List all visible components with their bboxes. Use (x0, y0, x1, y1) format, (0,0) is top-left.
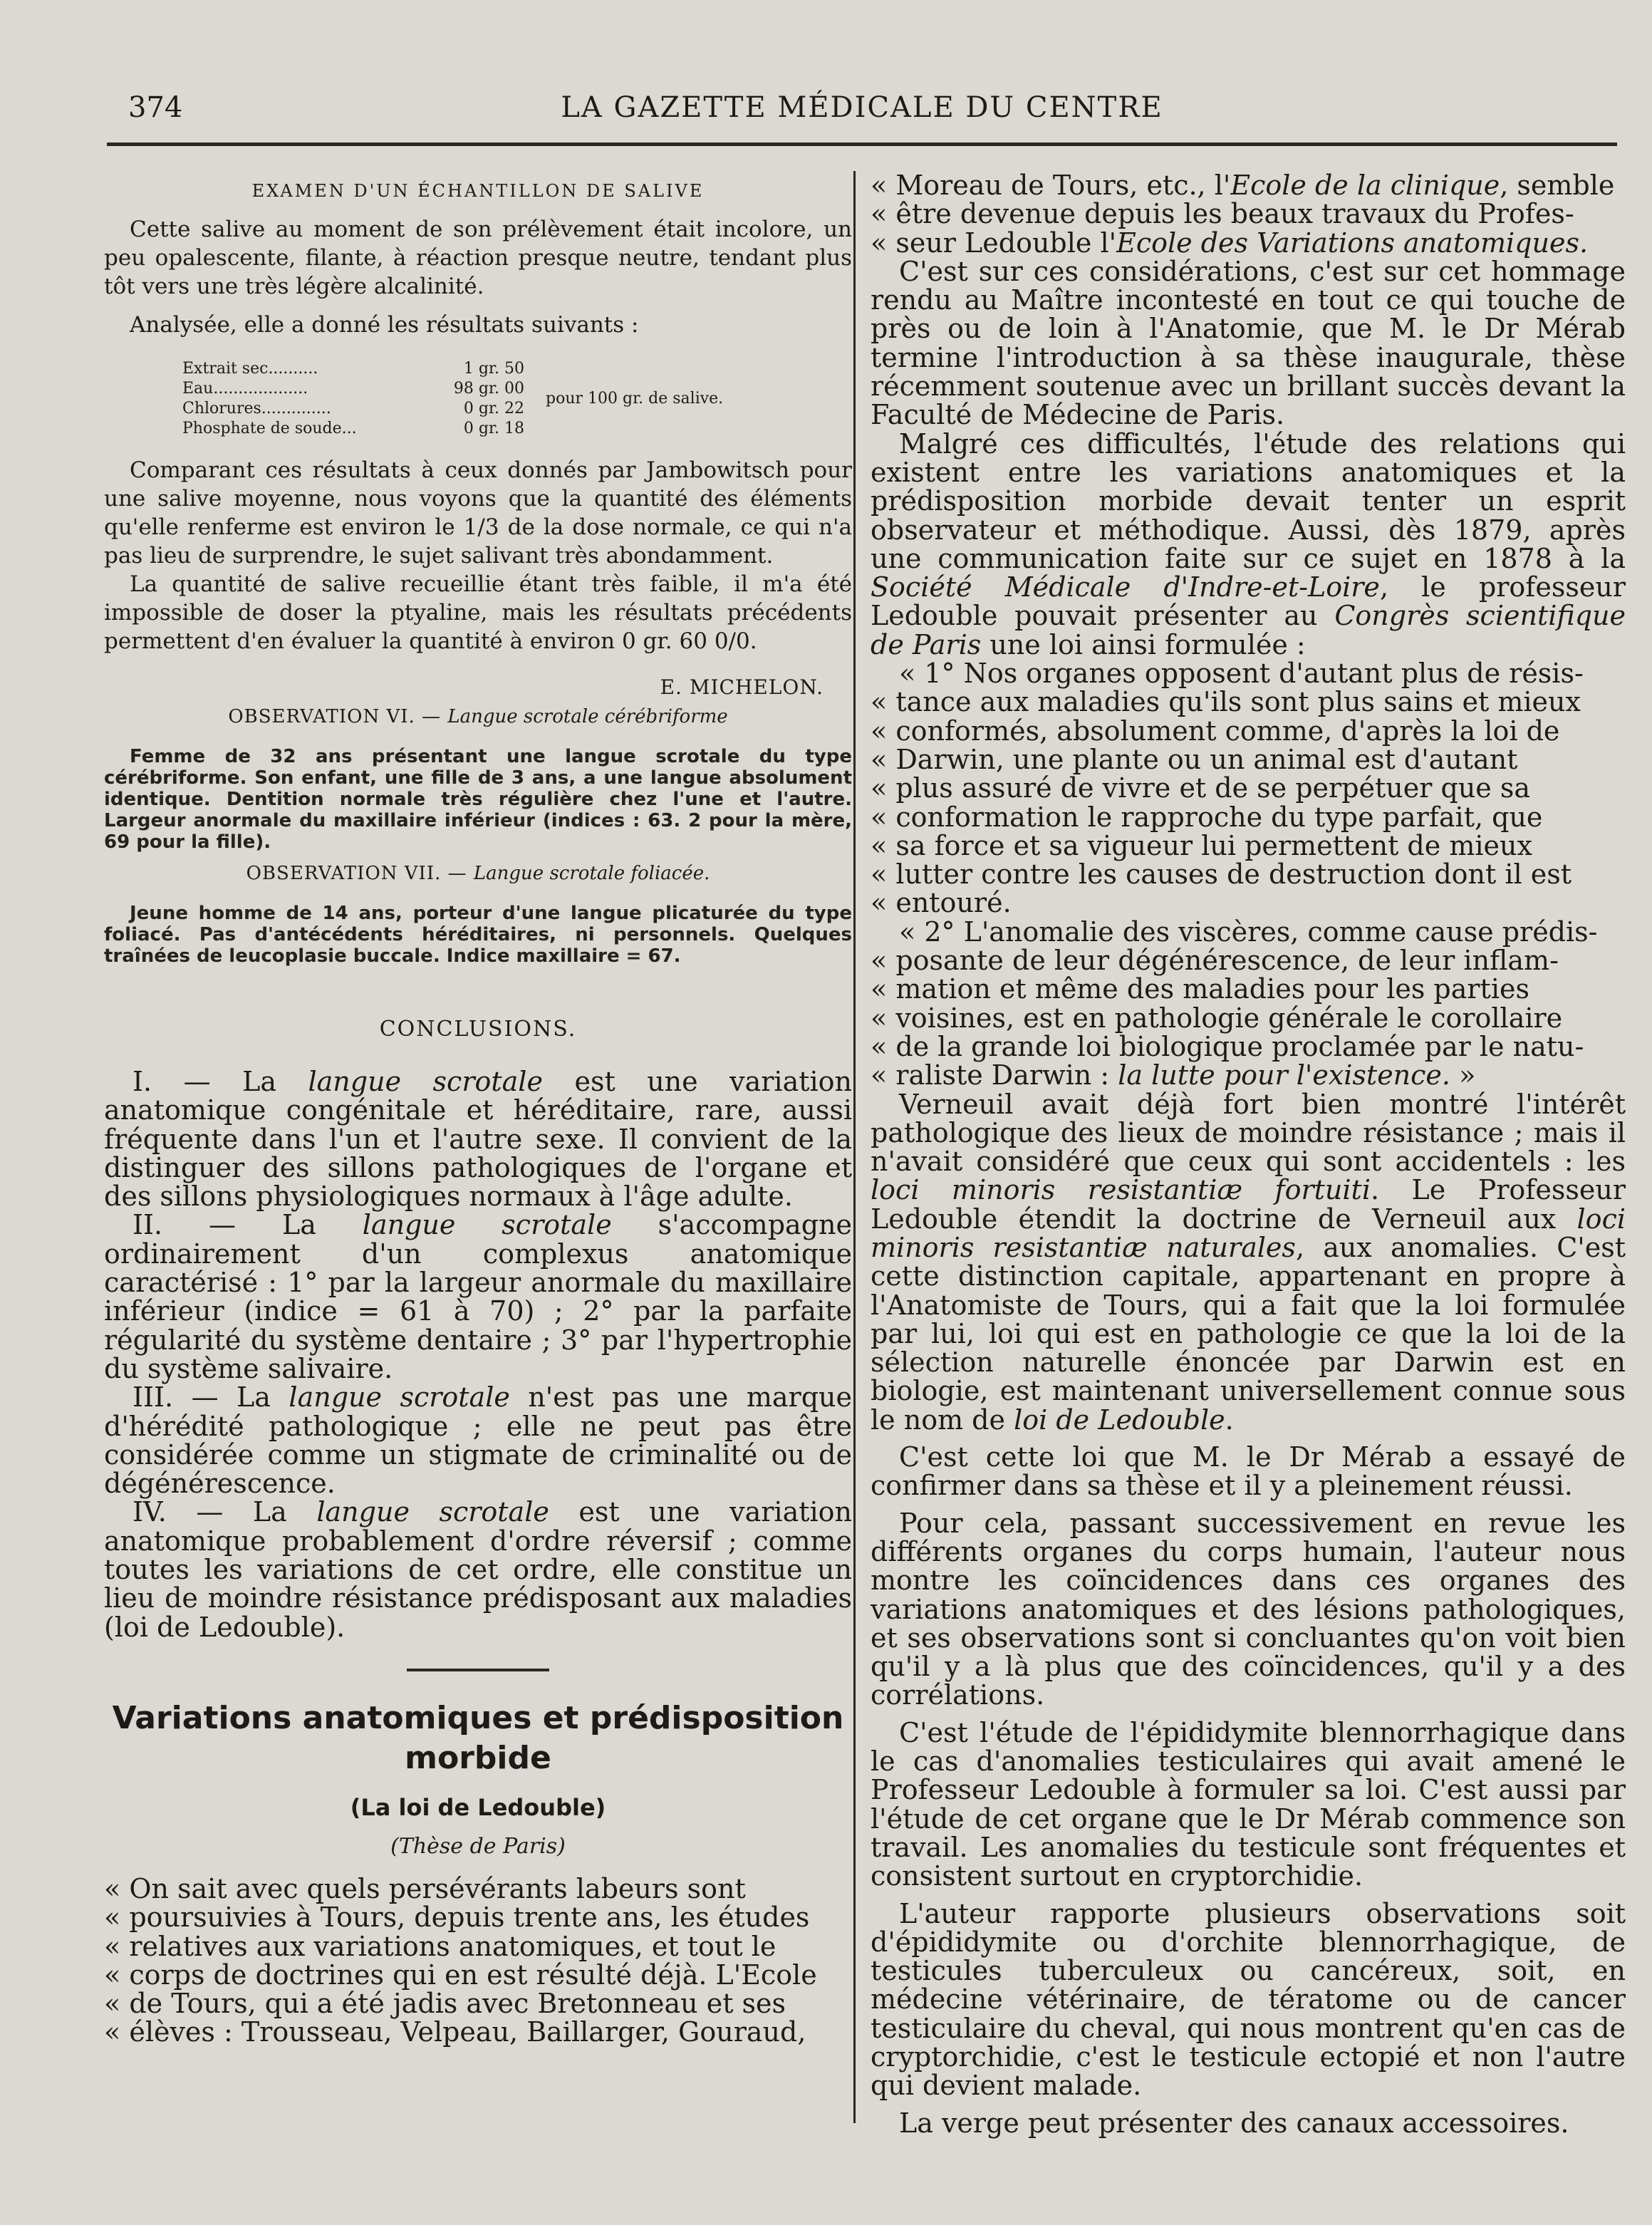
conclusions-title: CONCLUSIONS. (379, 1017, 577, 1042)
analysis-label: Phosphate de soude... (182, 420, 357, 437)
paragraph-emphasis: loci minoris resistantiæ naturales (871, 1203, 1626, 1263)
observation-text: Jeune homme de 14 ans, porteur d'une langue plicaturée du type foliacé. Pas d'antécédents héréditaires, ni personnels. Quelques traînées de leucoplasie buccale. Indice maxillaire = 67. (104, 903, 852, 967)
analysis-label: Chlorures.............. (182, 400, 331, 417)
paragraph-emphasis: loci minoris resistantiæ fortuiti (871, 1174, 1371, 1206)
observation-subject: Langue scrotale foliacée. (473, 863, 710, 884)
column-divider (853, 171, 856, 2123)
quote-emphasis: Ecole de la clinique (1230, 170, 1500, 201)
conclusion-item (104, 1498, 852, 1641)
quote-line: « de Tours, qui a été jadis avec Bretonneau et ses (104, 1988, 786, 2020)
paragraph-text: . Le Professeur Ledouble étendit la doctrine de Verneuil aux (871, 1174, 1626, 1235)
article-title: Variations anatomiques et prédisposition morbide (112, 1699, 844, 1776)
quote-line: « élèves : Trousseau, Velpeau, Baillarger, Gouraud, (104, 2016, 806, 2048)
analysis-label: Eau................... (182, 380, 308, 398)
paragraph-text: une loi ainsi formulée : (981, 628, 1306, 660)
quote-line: « Darwin, une plante ou un animal est d'autant (871, 743, 1518, 775)
quote-line: « 1° Nos organes opposent d'autant plus de résis- (899, 658, 1584, 690)
article-paragraph: La verge peut présenter des canaux accessoires. (899, 2107, 1569, 2139)
conclusion-text: IV. — La (133, 1496, 317, 1528)
article-paragraph: L'auteur rapporte plusieurs observations soit d'épididymite ou d'orchite blennorrhagique, de testicules tuberculeux ou cancéreux, soit, en médecine vétérinaire, de tératome ou de cancer testiculaire du cheval, qui nous montrent qu'en cas de cryptorchidie, c'est le testicule ectopié et non l'autre qui devient malade. (871, 1897, 1626, 2102)
article-paragraph: C'est cette loi que M. le Dr Mérab a essayé de confirmer dans sa thèse et il y a pleinement réussi. (871, 1441, 1626, 1502)
conclusion-item (104, 1066, 853, 1213)
paragraph-text: Verneuil avait déjà fort bien montré l'intérêt pathologique des lieux de moindre résistance ; mais il n'avait considéré que ceux qui sont accidentels : les (871, 1088, 1626, 1178)
quote-line: « voisines, est en pathologie générale le corollaire (871, 1002, 1563, 1034)
conclusion-term: langue scrotale (289, 1381, 510, 1414)
analysis-row (182, 359, 539, 379)
quote-line: « lutter contre les causes de destruction dont il est (871, 859, 1572, 891)
analysis-rows (182, 359, 539, 439)
quote-text: , semble (1500, 170, 1615, 201)
quote-emphasis: la lutte pour l'existence. (1118, 1059, 1451, 1091)
paragraph-text: , le professeur Ledouble pouvait présenter au (871, 571, 1626, 632)
quote-line: « conformation le rapproche du type parfait, que (871, 801, 1543, 833)
law-second-clause (871, 918, 1626, 1090)
conclusion-text: II. — La (133, 1209, 363, 1241)
paragraph-text: Malgré ces difficultés, l'étude des relations qui existent entre les variations anatomiques et la prédisposition morbide devait tenter un esprit observateur et méthodique. Aussi, dès 1879, après une communication faite sur ce sujet en 1878 à la (871, 427, 1626, 574)
observation-number: OBSERVATION VI. — (228, 706, 442, 727)
paragraph-emphasis: Congrès scientifique de Paris (871, 600, 1626, 660)
saliva-paragraph: Cette salive au moment de son prélèvement était incolore, un peu opalescente, filante, à réaction presque neutre, tendant plus tôt vers une très légère alcalinité. (104, 217, 852, 299)
article-paragraph (871, 427, 1626, 660)
conclusion-item (104, 1383, 852, 1498)
quote-line: « posante de leur dégénérescence, de leur inflam- (871, 945, 1559, 977)
quote-line: « entouré. (871, 887, 1012, 919)
observation-subject: Langue scrotale cérébriforme (447, 706, 728, 727)
quote-line (871, 171, 1626, 199)
header-rule (107, 142, 1617, 146)
paragraph-text: . (1225, 1404, 1234, 1436)
article-paragraph: Pour cela, passant successivement en revue les différents organes du corps humain, l'auteur nous montre les coïncidences dans ces organes des variations anatomiques et des lésions pathologiques, et ses observations sont si concluantes qu'on voit bien qu'il y a là plus que des coïncidences, qu'il y a des corrélations. (871, 1507, 1626, 1711)
law-first-clause (871, 659, 1626, 918)
analysis-row (182, 419, 539, 439)
conclusion-text: n'est pas une marque d'hérédité pathologique ; elle ne peut pas être considérée comme un stigmate de criminalité ou de dégénérescence. (104, 1381, 852, 1500)
paragraph-emphasis: Société Médicale d'Indre-et-Loire (871, 571, 1380, 603)
conclusion-term: langue scrotale (308, 1066, 543, 1097)
quote-line: « poursuivies à Tours, depuis trente ans, les études (104, 1902, 810, 1934)
analysis-note: pour 100 gr. de salive. (546, 390, 724, 408)
conclusion-text: est une variation anatomique congénitale et héréditaire, rare, aussi fréquente dans l'un et l'autre sexe. Il convient de la distinguer des sillons pathologiques de l'organe et des sillons physiologiques normaux à l'âge adulte. (104, 1066, 853, 1213)
conclusion-item (104, 1210, 852, 1383)
quote-line: « mation et même des maladies pour les parties (871, 973, 1529, 1005)
paragraph-text: , aux anomalies. C'est cette distinction capitale, appartenant en propre à l'Anatomiste de Tours, qui a fait que la loi formulée par lui, loi qui est en pathologie ce que la loi de la sélection naturelle énoncée par Darwin est en biologie, est maintenant universellement connue sous le nom de (871, 1231, 1626, 1436)
quote-line: « être devenue depuis les beaux travaux du Profes- (871, 198, 1574, 230)
article-paragraph (871, 1090, 1626, 1435)
saliva-paragraph: La quantité de salive recueillie étant très faible, il m'a été impossible de doser la ptyaline, mais les résultats précédents permettent d'en évaluer la quantité à environ 0 gr. 60 0/0. (104, 571, 852, 654)
section-rule (407, 1669, 549, 1671)
article-paragraph: C'est l'étude de l'épididymite blennorrhagique dans le cas d'anomalies testiculaires qui avait amené le Professeur Ledouble à formuler sa loi. C'est aussi par l'étude de cet organe que le Dr Mérab commence son travail. Les anomalies du testicule sont fréquentes et consistent surtout en cryptorchidie. (871, 1716, 1626, 1892)
analysis-table (182, 359, 852, 439)
analysis-row (182, 399, 539, 419)
quote-line: « 2° L'anomalie des viscères, comme cause prédis- (899, 916, 1598, 948)
conclusion-term: langue scrotale (316, 1496, 549, 1528)
quote-line: « conformés, absolument comme, d'après la loi de (871, 715, 1560, 747)
right-column (871, 171, 1626, 2137)
quote-line (871, 1061, 1626, 1089)
conclusion-text: I. — La (133, 1066, 308, 1097)
page-header (107, 84, 1617, 141)
quote-continuation (871, 171, 1626, 257)
conclusion-text: est une variation anatomique probablement d'ordre réversif ; comme toutes les variations de cet ordre, elle constitue un lieu de moindre résistance prédisposant aux maladies (loi de Ledouble). (104, 1496, 852, 1643)
quote-line: « tance aux maladies qu'ils sont plus sains et mieux (871, 686, 1581, 718)
signature: E. MICHELON. (660, 675, 824, 699)
quote-text: » (1450, 1059, 1476, 1091)
saliva-paragraph: Comparant ces résultats à ceux donnés par Jambowitsch pour une salive moyenne, nous voyons que la quantité des éléments qu'elle renferme est environ le 1/3 de la dose normale, ce qui n'a pas lieu de surprendre, le sujet salivant très abondamment. (104, 457, 852, 569)
conclusion-text: III. — La (133, 1381, 289, 1414)
analysis-value: 98 gr. 00 (453, 380, 524, 398)
observation-title (104, 863, 852, 884)
paragraph-emphasis: loi de Ledouble (1014, 1404, 1225, 1436)
saliva-paragraph: Analysée, elle a donné les résultats suivants : (130, 312, 639, 338)
quote-line: « sa force et sa vigueur lui permettent de mieux (871, 829, 1532, 861)
analysis-value: 0 gr. 18 (463, 420, 524, 437)
quote-line: « relatives aux variations anatomiques, et tout le (104, 1930, 776, 1962)
analysis-row (182, 379, 539, 399)
quote-text: « raliste Darwin : (871, 1059, 1118, 1091)
quote-line: « corps de doctrines qui en est résulté déjà. L'Ecole (104, 1959, 817, 1991)
page-number: 374 (128, 91, 183, 124)
quote-line (871, 229, 1626, 257)
observation-title (104, 706, 852, 727)
quote-line: « de la grande loi biologique proclamée par le natu- (871, 1030, 1584, 1062)
article-subtitle: (La loi de Ledouble) (350, 1793, 606, 1821)
observation-number: OBSERVATION VII. — (246, 863, 467, 884)
quote-text: « Moreau de Tours, etc., l' (871, 170, 1231, 201)
quote-line: « plus assuré de vivre et de se perpétuer que sa (871, 772, 1531, 804)
quote-line: « On sait avec quels persévérants labeurs sont (104, 1872, 746, 1904)
analysis-label: Extrait sec.......... (182, 360, 318, 378)
saliva-section-title: EXAMEN D'UN ÉCHANTILLON DE SALIVE (251, 181, 705, 201)
analysis-value: 0 gr. 22 (463, 400, 524, 417)
journal-title: LA GAZETTE MÉDICALE DU CENTRE (561, 91, 1163, 124)
article-paragraph: C'est sur ces considérations, c'est sur cet hommage rendu au Maître incontesté en tout ce qui touche de près ou de loin à l'Anatomie, que M. le Dr Mérab termine l'introduction à sa thèse inaugurale, thèse récemment soutenue avec un brillant succès devant la Faculté de Médecine de Paris. (871, 255, 1626, 431)
quote-emphasis: Ecole des Variations anatomiques. (1116, 227, 1589, 259)
conclusion-term: langue scrotale (362, 1209, 612, 1241)
analysis-value: 1 gr. 50 (463, 360, 524, 378)
article-source: (Thèse de Paris) (390, 1833, 566, 1859)
left-column (104, 171, 852, 2047)
article-quote (104, 1874, 852, 2047)
conclusion-text: s'accompagne ordinairement d'un complexus anatomique caractérisé : 1° par la largeur anormale du maxillaire inférieur (indice = 61 à 70) ; 2° par la parfaite régularité du système dentaire ; 3° par l'hypertrophie du système salivaire. (104, 1209, 852, 1384)
quote-text: « seur Ledouble l' (871, 227, 1117, 259)
observation-text: Femme de 32 ans présentant une langue scrotale du type cérébriforme. Son enfant, une fille de 3 ans, a une langue absolument identique. Dentition normale très régulière chez l'une et l'autre. Largeur anormale du maxillaire inférieur (indices : 63. 2 pour la mère, 69 pour la fille). (104, 746, 852, 853)
